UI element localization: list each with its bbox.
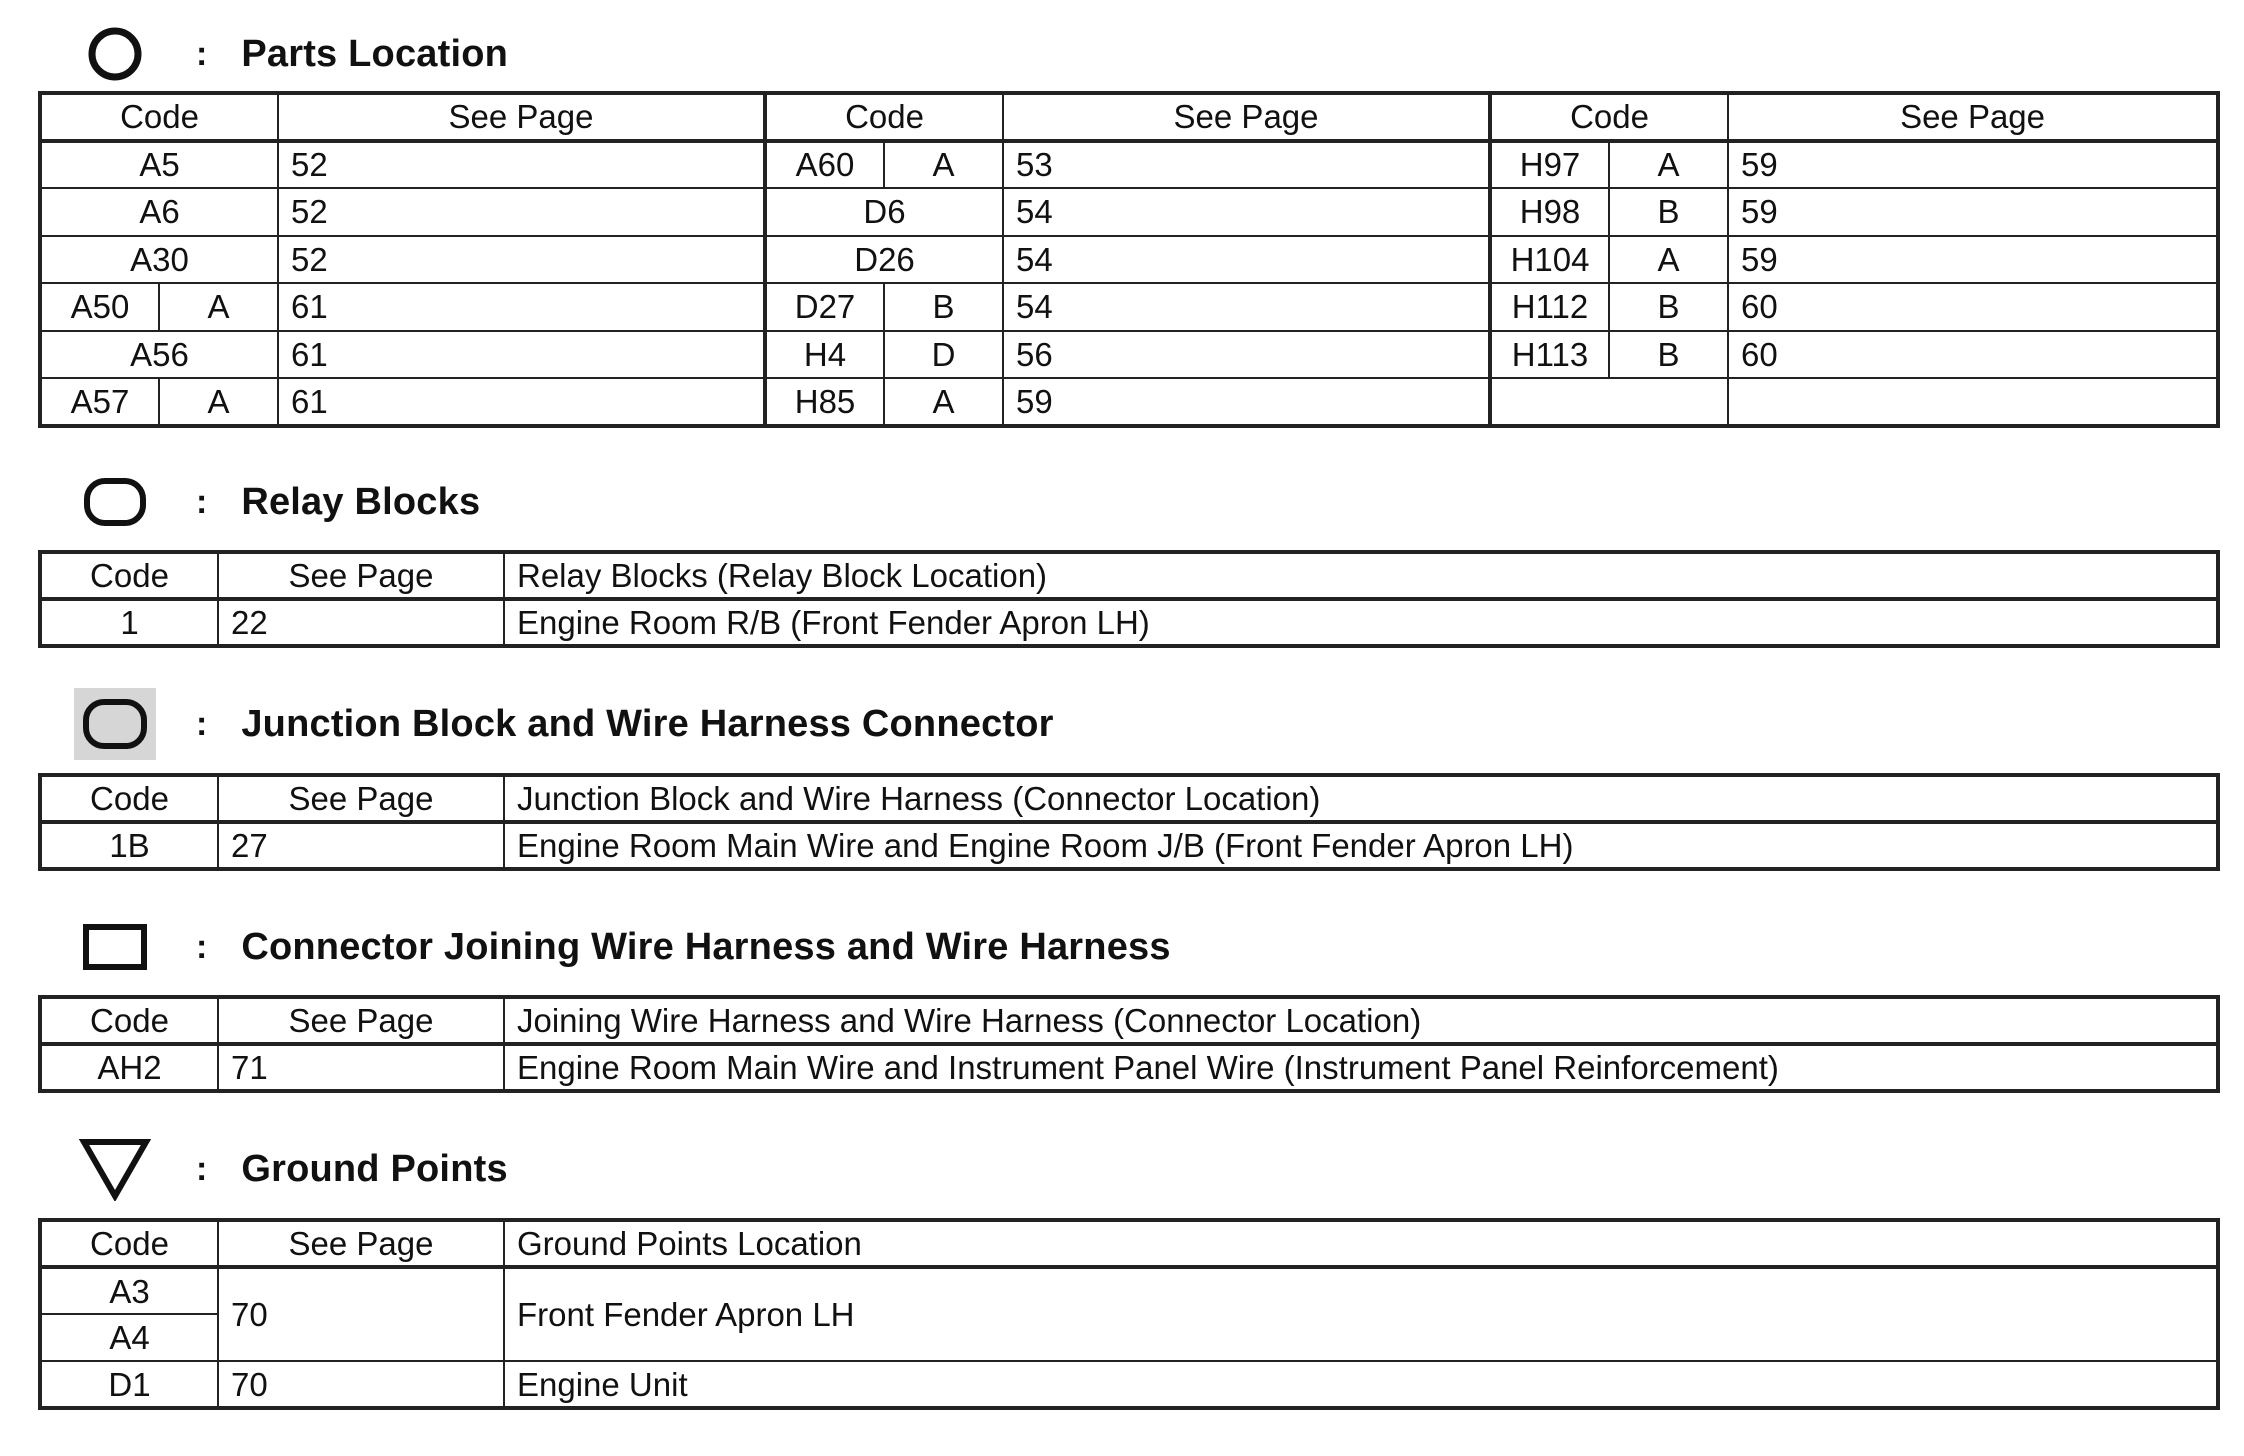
shaded-rounded-rect-icon (72, 684, 158, 764)
table-header-row (40, 775, 2218, 822)
table-row (40, 141, 2218, 189)
page-cell: 54 (1003, 236, 1490, 284)
section-header-ground-points (72, 1129, 508, 1209)
table-row (40, 1361, 2218, 1408)
page-cell: 59 (1728, 236, 2218, 284)
header-colon: : (196, 482, 208, 521)
table-row (40, 1267, 2218, 1314)
column-header-code: Code (1490, 93, 1728, 141)
rounded-rect-icon (72, 462, 158, 542)
column-header-code: Code (40, 552, 218, 599)
page-cell: 61 (278, 283, 765, 331)
sub-code-cell: A (884, 141, 1003, 189)
code-cell (1490, 378, 1728, 426)
column-header-code: Code (40, 997, 218, 1044)
page-cell: 52 (278, 236, 765, 284)
page-cell: 61 (278, 378, 765, 426)
code-cell: A50 (40, 283, 159, 331)
table-row (40, 283, 2218, 331)
description-cell: Engine Room Main Wire and Instrument Panel Wire (Instrument Panel Reinforcement) (504, 1044, 2218, 1091)
connector-joining-table (38, 995, 2220, 1093)
code-cell: D6 (765, 188, 1003, 236)
table-row (40, 378, 2218, 426)
table-header-row (40, 552, 2218, 599)
page-cell: 71 (218, 1044, 504, 1091)
code-cell: H112 (1490, 283, 1609, 331)
section-title: Connector Joining Wire Harness and Wire Harness (241, 925, 1171, 968)
code-cell: A60 (765, 141, 884, 189)
column-header-code: Code (40, 93, 278, 141)
page-cell: 70 (218, 1267, 504, 1361)
code-cell: A56 (40, 331, 278, 379)
page-cell: 22 (218, 599, 504, 646)
page-cell: 70 (218, 1361, 504, 1408)
code-cell: A3 (40, 1267, 218, 1314)
parts-location-table (38, 91, 2220, 428)
column-header-see-page: See Page (218, 552, 504, 599)
page-cell: 60 (1728, 283, 2218, 331)
sub-code-cell: A (159, 283, 278, 331)
header-colon: : (196, 34, 208, 73)
section-header-relay-blocks (72, 462, 480, 542)
section-header-connector-joining (72, 907, 1171, 987)
description-cell: Engine Room Main Wire and Engine Room J/B (Front Fender Apron LH) (504, 822, 2218, 869)
sub-code-cell: A (884, 378, 1003, 426)
table-row (40, 1044, 2218, 1091)
page-cell: 52 (278, 188, 765, 236)
header-colon: : (196, 1149, 208, 1188)
page-cell: 61 (278, 331, 765, 379)
sub-code-cell: B (1609, 283, 1728, 331)
table-row (40, 236, 2218, 284)
sub-code-cell: B (1609, 331, 1728, 379)
code-cell: AH2 (40, 1044, 218, 1091)
code-cell: 1 (40, 599, 218, 646)
section-header-parts-location (72, 14, 508, 94)
column-header-see-page: See Page (218, 997, 504, 1044)
page-cell: 59 (1728, 188, 2218, 236)
page-cell: 27 (218, 822, 504, 869)
code-cell: H98 (1490, 188, 1609, 236)
sub-code-cell: D (884, 331, 1003, 379)
description-cell: Engine Unit (504, 1361, 2218, 1408)
sub-code-cell: A (159, 378, 278, 426)
code-cell: A57 (40, 378, 159, 426)
code-cell: D27 (765, 283, 884, 331)
page-cell (1728, 378, 2218, 426)
table-row (40, 822, 2218, 869)
column-header-code: Code (40, 775, 218, 822)
section-title: Ground Points (241, 1147, 508, 1190)
relay-blocks-table (38, 550, 2220, 648)
junction-block-table (38, 773, 2220, 871)
column-header-description: Junction Block and Wire Harness (Connector Location) (504, 775, 2218, 822)
circle-icon (72, 14, 158, 94)
description-cell: Front Fender Apron LH (504, 1267, 2218, 1361)
column-header-description: Relay Blocks (Relay Block Location) (504, 552, 2218, 599)
code-cell: A5 (40, 141, 278, 189)
table-row (40, 188, 2218, 236)
code-cell: A30 (40, 236, 278, 284)
sub-code-cell: B (884, 283, 1003, 331)
code-cell: A6 (40, 188, 278, 236)
rectangle-icon (72, 907, 158, 987)
code-cell: H97 (1490, 141, 1609, 189)
column-header-see-page: See Page (218, 1220, 504, 1267)
column-header-see-page: See Page (218, 775, 504, 822)
table-header-row (40, 93, 2218, 141)
sub-code-cell: A (1609, 236, 1728, 284)
table-header-row (40, 997, 2218, 1044)
description-cell: Engine Room R/B (Front Fender Apron LH) (504, 599, 2218, 646)
column-header-see-page: See Page (1728, 93, 2218, 141)
page-cell: 59 (1003, 378, 1490, 426)
page-cell: 52 (278, 141, 765, 189)
page-cell: 59 (1728, 141, 2218, 189)
section-title: Parts Location (241, 32, 509, 75)
ground-points-table (38, 1218, 2220, 1410)
column-header-description: Ground Points Location (504, 1220, 2218, 1267)
column-header-description: Joining Wire Harness and Wire Harness (Connector Location) (504, 997, 2218, 1044)
code-cell: H113 (1490, 331, 1609, 379)
code-cell: H85 (765, 378, 884, 426)
code-cell: D1 (40, 1361, 218, 1408)
code-cell: 1B (40, 822, 218, 869)
triangle-down-icon (72, 1129, 158, 1209)
code-cell: D26 (765, 236, 1003, 284)
column-header-code: Code (40, 1220, 218, 1267)
page-cell: 54 (1003, 283, 1490, 331)
column-header-code: Code (765, 93, 1003, 141)
section-title: Relay Blocks (241, 480, 481, 523)
page-cell: 53 (1003, 141, 1490, 189)
table-row (40, 599, 2218, 646)
section-title: Junction Block and Wire Harness Connector (241, 702, 1054, 745)
table-row (40, 331, 2218, 379)
column-header-see-page: See Page (278, 93, 765, 141)
sub-code-cell: A (1609, 141, 1728, 189)
code-cell: H104 (1490, 236, 1609, 284)
section-header-junction-block (72, 684, 1054, 764)
table-header-row (40, 1220, 2218, 1267)
sub-code-cell: B (1609, 188, 1728, 236)
page-cell: 56 (1003, 331, 1490, 379)
page-cell: 60 (1728, 331, 2218, 379)
header-colon: : (196, 927, 208, 966)
column-header-see-page: See Page (1003, 93, 1490, 141)
code-cell: A4 (40, 1314, 218, 1361)
header-colon: : (196, 704, 208, 743)
code-cell: H4 (765, 331, 884, 379)
page-cell: 54 (1003, 188, 1490, 236)
